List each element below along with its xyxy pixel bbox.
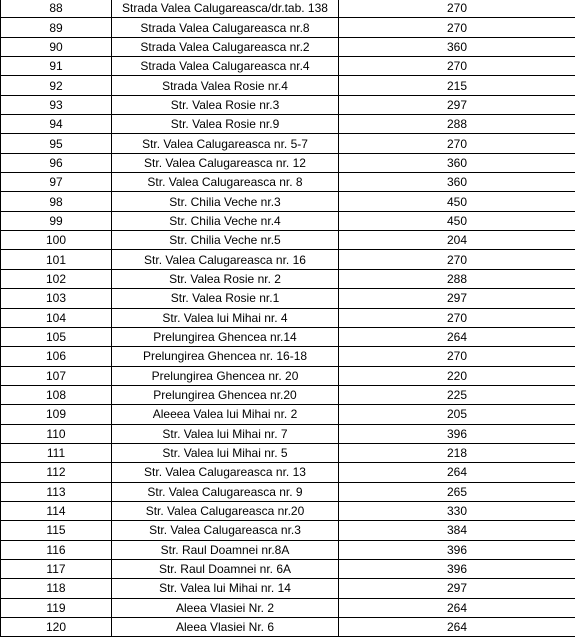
row-number-cell: 110 bbox=[1, 424, 112, 443]
address-cell: Str. Raul Doamnei nr. 6A bbox=[112, 559, 339, 578]
value-cell: 396 bbox=[339, 559, 575, 578]
value-cell: 360 bbox=[339, 173, 575, 192]
row-number-cell: 96 bbox=[1, 153, 112, 172]
value-cell: 264 bbox=[339, 463, 575, 482]
address-cell: Prelungirea Ghencea nr. 16-18 bbox=[112, 347, 339, 366]
row-number-cell: 95 bbox=[1, 134, 112, 153]
table-row bbox=[1, 0, 575, 18]
table-row bbox=[1, 153, 575, 172]
table-row bbox=[1, 347, 575, 366]
table-row bbox=[1, 443, 575, 462]
value-cell: 396 bbox=[339, 540, 575, 559]
address-cell: Str. Valea Calugareasca nr. 9 bbox=[112, 482, 339, 501]
table-row bbox=[1, 482, 575, 501]
value-cell: 297 bbox=[339, 95, 575, 114]
value-cell: 450 bbox=[339, 211, 575, 230]
row-number-cell: 120 bbox=[1, 618, 112, 637]
row-number-cell: 94 bbox=[1, 115, 112, 134]
table-row bbox=[1, 57, 575, 76]
address-cell: Strada Valea Calugareasca nr.2 bbox=[112, 37, 339, 56]
value-cell: 270 bbox=[339, 57, 575, 76]
row-number-cell: 99 bbox=[1, 211, 112, 230]
table-body bbox=[1, 0, 575, 637]
address-cell: Strada Valea Rosie nr.4 bbox=[112, 76, 339, 95]
value-cell: 220 bbox=[339, 366, 575, 385]
value-cell: 360 bbox=[339, 153, 575, 172]
value-cell: 288 bbox=[339, 115, 575, 134]
table-row bbox=[1, 327, 575, 346]
row-number-cell: 91 bbox=[1, 57, 112, 76]
address-cell: Str. Chilia Veche nr.3 bbox=[112, 192, 339, 211]
value-cell: 330 bbox=[339, 501, 575, 520]
row-number-cell: 109 bbox=[1, 405, 112, 424]
value-cell: 265 bbox=[339, 482, 575, 501]
value-cell: 215 bbox=[339, 76, 575, 95]
address-cell: Str. Valea Calugareasca nr. 5-7 bbox=[112, 134, 339, 153]
table-row bbox=[1, 463, 575, 482]
row-number-cell: 90 bbox=[1, 37, 112, 56]
table-row bbox=[1, 269, 575, 288]
address-cell: Prelungirea Ghencea nr. 20 bbox=[112, 366, 339, 385]
row-number-cell: 100 bbox=[1, 231, 112, 250]
row-number-cell: 115 bbox=[1, 521, 112, 540]
row-number-cell: 103 bbox=[1, 289, 112, 308]
row-number-cell: 102 bbox=[1, 269, 112, 288]
table-row bbox=[1, 385, 575, 404]
value-cell: 270 bbox=[339, 250, 575, 269]
address-cell: Str. Valea lui Mihai nr. 14 bbox=[112, 579, 339, 598]
row-number-cell: 107 bbox=[1, 366, 112, 385]
table-row bbox=[1, 173, 575, 192]
table-row bbox=[1, 95, 575, 114]
table-row bbox=[1, 521, 575, 540]
table-row bbox=[1, 405, 575, 424]
value-cell: 384 bbox=[339, 521, 575, 540]
value-cell: 288 bbox=[339, 269, 575, 288]
address-cell: Strada Valea Calugareasca nr.4 bbox=[112, 57, 339, 76]
table-row bbox=[1, 579, 575, 598]
row-number-cell: 104 bbox=[1, 308, 112, 327]
address-cell: Aleeea Valea lui Mihai nr. 2 bbox=[112, 405, 339, 424]
row-number-cell: 113 bbox=[1, 482, 112, 501]
address-cell: Str. Valea Calugareasca nr. 8 bbox=[112, 173, 339, 192]
row-number-cell: 92 bbox=[1, 76, 112, 95]
value-cell: 270 bbox=[339, 0, 575, 18]
value-cell: 270 bbox=[339, 308, 575, 327]
value-cell: 297 bbox=[339, 289, 575, 308]
row-number-cell: 117 bbox=[1, 559, 112, 578]
row-number-cell: 89 bbox=[1, 18, 112, 37]
row-number-cell: 106 bbox=[1, 347, 112, 366]
value-cell: 225 bbox=[339, 385, 575, 404]
row-number-cell: 116 bbox=[1, 540, 112, 559]
table-row bbox=[1, 598, 575, 617]
address-cell: Str. Chilia Veche nr.4 bbox=[112, 211, 339, 230]
row-number-cell: 112 bbox=[1, 463, 112, 482]
address-cell: Aleea Vlasiei Nr. 6 bbox=[112, 618, 339, 637]
table-row bbox=[1, 211, 575, 230]
row-number-cell: 98 bbox=[1, 192, 112, 211]
value-cell: 396 bbox=[339, 424, 575, 443]
row-number-cell: 88 bbox=[1, 0, 112, 18]
row-number-cell: 114 bbox=[1, 501, 112, 520]
address-cell: Str. Valea lui Mihai nr. 7 bbox=[112, 424, 339, 443]
address-cell: Str. Valea Calugareasca nr.3 bbox=[112, 521, 339, 540]
value-cell: 450 bbox=[339, 192, 575, 211]
table-row bbox=[1, 18, 575, 37]
value-cell: 270 bbox=[339, 347, 575, 366]
address-cell: Str. Valea Calugareasca nr. 12 bbox=[112, 153, 339, 172]
table-row bbox=[1, 231, 575, 250]
row-number-cell: 93 bbox=[1, 95, 112, 114]
row-number-cell: 101 bbox=[1, 250, 112, 269]
table-row bbox=[1, 501, 575, 520]
value-cell: 218 bbox=[339, 443, 575, 462]
address-cell: Str. Valea Rosie nr.3 bbox=[112, 95, 339, 114]
row-number-cell: 111 bbox=[1, 443, 112, 462]
value-cell: 297 bbox=[339, 579, 575, 598]
address-cell: Str. Valea lui Mihai nr. 5 bbox=[112, 443, 339, 462]
table-row bbox=[1, 424, 575, 443]
row-number-cell: 105 bbox=[1, 327, 112, 346]
table-row bbox=[1, 37, 575, 56]
table-row bbox=[1, 192, 575, 211]
address-cell: Prelungirea Ghencea nr.14 bbox=[112, 327, 339, 346]
table-row bbox=[1, 134, 575, 153]
table-row bbox=[1, 559, 575, 578]
address-cell: Str. Chilia Veche nr.5 bbox=[112, 231, 339, 250]
row-number-cell: 97 bbox=[1, 173, 112, 192]
row-number-cell: 119 bbox=[1, 598, 112, 617]
table-row bbox=[1, 250, 575, 269]
table-row bbox=[1, 540, 575, 559]
address-cell: Aleea Vlasiei Nr. 2 bbox=[112, 598, 339, 617]
value-cell: 264 bbox=[339, 598, 575, 617]
table-row bbox=[1, 618, 575, 637]
address-cell: Strada Valea Calugareasca/dr.tab. 138 bbox=[112, 0, 339, 18]
value-cell: 360 bbox=[339, 37, 575, 56]
value-cell: 264 bbox=[339, 327, 575, 346]
address-cell: Str. Raul Doamnei nr.8A bbox=[112, 540, 339, 559]
value-cell: 205 bbox=[339, 405, 575, 424]
value-cell: 264 bbox=[339, 618, 575, 637]
value-cell: 204 bbox=[339, 231, 575, 250]
table-row bbox=[1, 308, 575, 327]
address-cell: Str. Valea Calugareasca nr. 13 bbox=[112, 463, 339, 482]
address-cell: Str. Valea Calugareasca nr. 16 bbox=[112, 250, 339, 269]
table-row bbox=[1, 115, 575, 134]
address-cell: Str. Valea Rosie nr.9 bbox=[112, 115, 339, 134]
address-cell: Strada Valea Calugareasca nr.8 bbox=[112, 18, 339, 37]
address-cell: Str. Valea Calugareasca nr.20 bbox=[112, 501, 339, 520]
row-number-cell: 118 bbox=[1, 579, 112, 598]
row-number-cell: 108 bbox=[1, 385, 112, 404]
value-cell: 270 bbox=[339, 134, 575, 153]
value-cell: 270 bbox=[339, 18, 575, 37]
table-row bbox=[1, 366, 575, 385]
address-cell: Str. Valea Rosie nr.1 bbox=[112, 289, 339, 308]
address-cell: Str. Valea Rosie nr. 2 bbox=[112, 269, 339, 288]
table-row bbox=[1, 289, 575, 308]
table-row bbox=[1, 76, 575, 95]
address-cell: Str. Valea lui Mihai nr. 4 bbox=[112, 308, 339, 327]
address-cell: Prelungirea Ghencea nr.20 bbox=[112, 385, 339, 404]
